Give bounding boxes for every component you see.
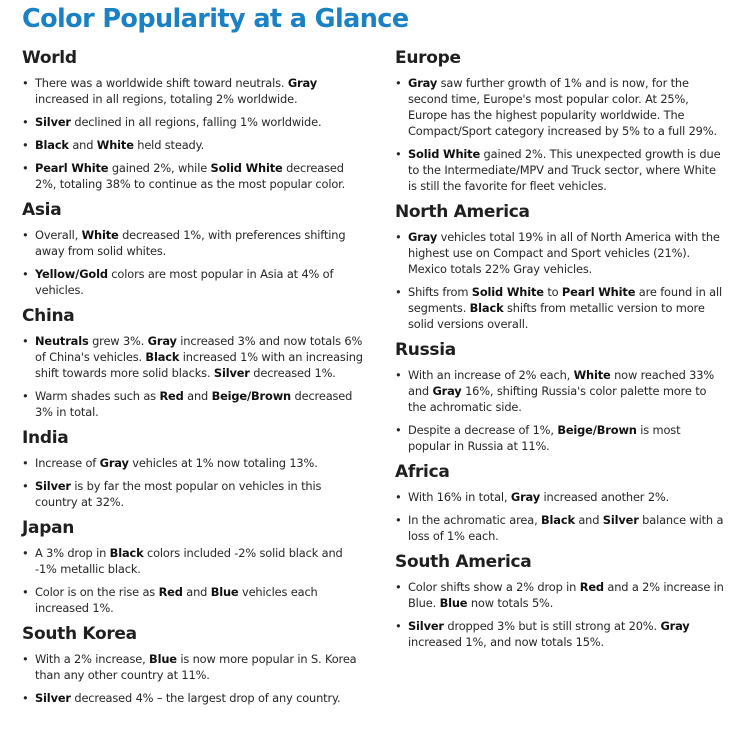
bullet-text: to	[543, 285, 562, 299]
bullet-text: With 16% in total,	[408, 490, 511, 504]
highlighted-color-term: Black	[145, 350, 180, 364]
bullet-item	[22, 333, 367, 381]
region-section-south-korea	[22, 623, 367, 706]
bullet-item	[395, 146, 725, 194]
highlighted-color-term: Silver	[35, 479, 71, 493]
bullet-item	[395, 579, 725, 611]
region-heading: India	[22, 428, 69, 448]
region-section-india	[22, 427, 367, 510]
bullet-text: vehicles each increased 1%.	[35, 585, 318, 615]
bullet-list	[22, 333, 367, 420]
highlighted-color-term: Red	[159, 389, 184, 403]
highlighted-color-term: Solid White	[210, 161, 283, 175]
highlighted-color-term: Silver	[35, 691, 71, 705]
bullet-text: decreased 2%, totaling 38% to continue as the most popular color.	[35, 161, 346, 191]
bullet-item	[22, 478, 367, 510]
bullet-item	[22, 545, 367, 577]
highlighted-color-term: Neutrals	[35, 334, 89, 348]
bullet-item	[22, 455, 367, 471]
bullet-text: increased another 2%.	[540, 490, 670, 504]
bullet-text: 16%, shifting Russia's color palette more to the achromatic side.	[408, 384, 707, 414]
region-section-north-america	[395, 201, 725, 332]
highlighted-color-term: Gray	[432, 384, 462, 398]
bullet-text: increased 3% and now totals 6% of China's vehicles.	[35, 334, 363, 364]
bullet-text: Overall,	[35, 228, 82, 242]
bullet-text: With a 2% increase,	[35, 652, 150, 666]
bullet-item	[22, 114, 367, 130]
highlighted-color-term: Silver	[408, 619, 444, 633]
bullet-text: saw further growth of 1% and is now, for the second time, Europe's most popular color. At 25%, Europe has the highest popularity worldwide. The Compact/Sport category increased by 5% to a full 29%.	[408, 76, 717, 138]
highlighted-color-term: Gray	[99, 456, 129, 470]
bullet-item	[395, 618, 725, 650]
bullet-text: With an increase of 2% each,	[408, 368, 574, 382]
highlighted-color-term: Silver	[35, 115, 71, 129]
bullet-text: decreased 4% – the largest drop of any country.	[70, 691, 341, 705]
bullet-text: and	[574, 513, 603, 527]
region-section-asia	[22, 199, 367, 298]
right-column	[395, 47, 725, 657]
bullet-item	[22, 227, 367, 259]
bullet-list	[395, 75, 725, 194]
region-heading: Europe	[395, 48, 461, 68]
bullet-text: Increase of	[35, 456, 100, 470]
highlighted-color-term: Black	[109, 546, 144, 560]
highlighted-color-term: Solid White	[471, 285, 544, 299]
highlighted-color-term: Black	[541, 513, 575, 527]
region-section-africa	[395, 461, 725, 544]
highlighted-color-term: Solid White	[408, 147, 481, 161]
highlighted-color-term: Gray	[147, 334, 177, 348]
highlighted-color-term: Blue	[149, 652, 177, 666]
region-section-world	[22, 47, 367, 192]
bullet-text: Despite a decrease of 1%,	[408, 423, 558, 437]
bullet-text: and	[183, 389, 212, 403]
bullet-text: decreased 3% in total.	[35, 389, 353, 419]
highlighted-color-term: Blue	[439, 596, 468, 610]
bullet-item	[395, 512, 725, 544]
highlighted-color-term: Blue	[210, 585, 239, 599]
highlighted-color-term: Pearl White	[561, 285, 636, 299]
bullet-list	[22, 75, 367, 192]
bullet-item	[395, 229, 725, 277]
bullet-text: Color shifts show a 2% drop in	[408, 580, 580, 594]
bullet-text: There was a worldwide shift toward neutrals.	[35, 76, 288, 90]
region-heading: Russia	[395, 340, 456, 360]
bullet-text: balance with a loss of 1% each.	[408, 513, 724, 543]
bullet-list	[395, 579, 725, 650]
bullet-text: vehicles at 1% now totaling 13%.	[128, 456, 318, 470]
region-heading: Asia	[22, 200, 62, 220]
highlighted-color-term: Gray	[660, 619, 690, 633]
bullet-text: grew 3%.	[88, 334, 148, 348]
bullet-text: shifts from metallic version to more solid versions overall.	[408, 301, 705, 331]
bullet-text: and a 2% increase in Blue.	[408, 580, 724, 610]
highlighted-color-term: Beige/Brown	[211, 389, 292, 403]
region-heading: South America	[395, 552, 532, 572]
bullet-text: increased in all regions, totaling 2% worldwide.	[35, 92, 298, 106]
highlighted-color-term: Gray	[510, 490, 541, 504]
bullet-text: decreased 1%.	[249, 366, 336, 380]
highlighted-color-term: Gray	[408, 230, 438, 244]
region-heading: World	[22, 48, 77, 68]
bullet-item	[395, 75, 725, 139]
region-section-china	[22, 305, 367, 420]
bullet-text: is now more popular in S. Korea than any other country at 11%.	[35, 652, 357, 682]
highlighted-color-term: Pearl White	[35, 161, 109, 175]
bullet-item	[22, 651, 367, 683]
bullet-item	[22, 690, 367, 706]
region-section-russia	[395, 339, 725, 454]
bullet-text: In the achromatic area,	[408, 513, 542, 527]
highlighted-color-term: Gray	[287, 76, 317, 90]
highlighted-color-term: Yellow/Gold	[35, 267, 108, 281]
bullet-item	[395, 489, 725, 505]
region-heading: Africa	[395, 462, 450, 482]
highlighted-color-term: Black	[469, 301, 504, 315]
region-heading: Japan	[22, 518, 75, 538]
bullet-text: increased 1%, and now totals 15%.	[408, 635, 604, 649]
region-section-europe	[395, 47, 725, 194]
bullet-text: A 3% drop in	[35, 546, 110, 560]
bullet-text: gained 2%, while	[108, 161, 211, 175]
region-heading: North America	[395, 202, 530, 222]
bullet-item	[22, 137, 367, 153]
bullet-text: colors are most popular in Asia at 4% of vehicles.	[35, 267, 334, 297]
region-section-japan	[22, 517, 367, 616]
highlighted-color-term: Beige/Brown	[557, 423, 637, 437]
bullet-text: declined in all regions, falling 1% worldwide.	[70, 115, 322, 129]
region-heading: South Korea	[22, 624, 137, 644]
bullet-text: and	[68, 138, 97, 152]
region-heading: China	[22, 306, 75, 326]
highlighted-color-term: Black	[35, 138, 69, 152]
bullet-list	[395, 489, 725, 544]
bullet-item	[22, 388, 367, 420]
bullet-text: are found in all segments.	[408, 285, 722, 315]
page-title: Color Popularity at a Glance	[22, 4, 409, 34]
highlighted-color-term: White	[81, 228, 119, 242]
region-section-south-america	[395, 551, 725, 650]
highlighted-color-term: White	[96, 138, 134, 152]
bullet-text: Warm shades such as	[35, 389, 160, 403]
bullet-item	[395, 284, 725, 332]
bullet-list	[22, 227, 367, 298]
bullet-list	[395, 367, 725, 454]
highlighted-color-term: Silver	[602, 513, 639, 527]
bullet-text: held steady.	[133, 138, 205, 152]
bullet-item	[395, 367, 725, 415]
bullet-text: is most popular in Russia at 11%.	[408, 423, 681, 453]
bullet-text: gained 2%. This unexpected growth is due to the Intermediate/MPV and Truck sector, where White is still the favorite for fleet vehicles.	[408, 147, 721, 193]
highlighted-color-term: Silver	[213, 366, 250, 380]
highlighted-color-term: Gray	[408, 76, 438, 90]
bullet-list	[22, 455, 367, 510]
bullet-text: colors included -2% solid black and -1% metallic black.	[35, 546, 343, 576]
bullet-text: is by far the most popular on vehicles in this country at 32%.	[35, 479, 322, 509]
bullet-text: Color is on the rise as	[35, 585, 159, 599]
bullet-text: vehicles total 19% in all of North America with the highest use on Compact and Sport vehicles (21%). Mexico totals 22% Gray vehicles.	[408, 230, 720, 276]
bullet-text: decreased 1%, with preferences shifting away from solid whites.	[35, 228, 346, 258]
bullet-item	[22, 266, 367, 298]
bullet-item	[395, 422, 725, 454]
bullet-item	[22, 584, 367, 616]
left-column	[22, 47, 367, 713]
bullet-text: dropped 3% but is still strong at 20%.	[443, 619, 661, 633]
bullet-text: Shifts from	[408, 285, 472, 299]
bullet-text: now reached 33% and	[408, 368, 715, 398]
bullet-item	[22, 160, 367, 192]
highlighted-color-term: White	[573, 368, 611, 382]
bullet-text: and	[182, 585, 211, 599]
bullet-text: now totals 5%.	[467, 596, 554, 610]
highlighted-color-term: Red	[158, 585, 183, 599]
bullet-list	[22, 545, 367, 616]
bullet-text: increased 1% with an increasing shift towards more solid blacks.	[35, 350, 363, 380]
highlighted-color-term: Red	[579, 580, 604, 594]
bullet-list	[395, 229, 725, 332]
bullet-list	[22, 651, 367, 706]
bullet-item	[22, 75, 367, 107]
